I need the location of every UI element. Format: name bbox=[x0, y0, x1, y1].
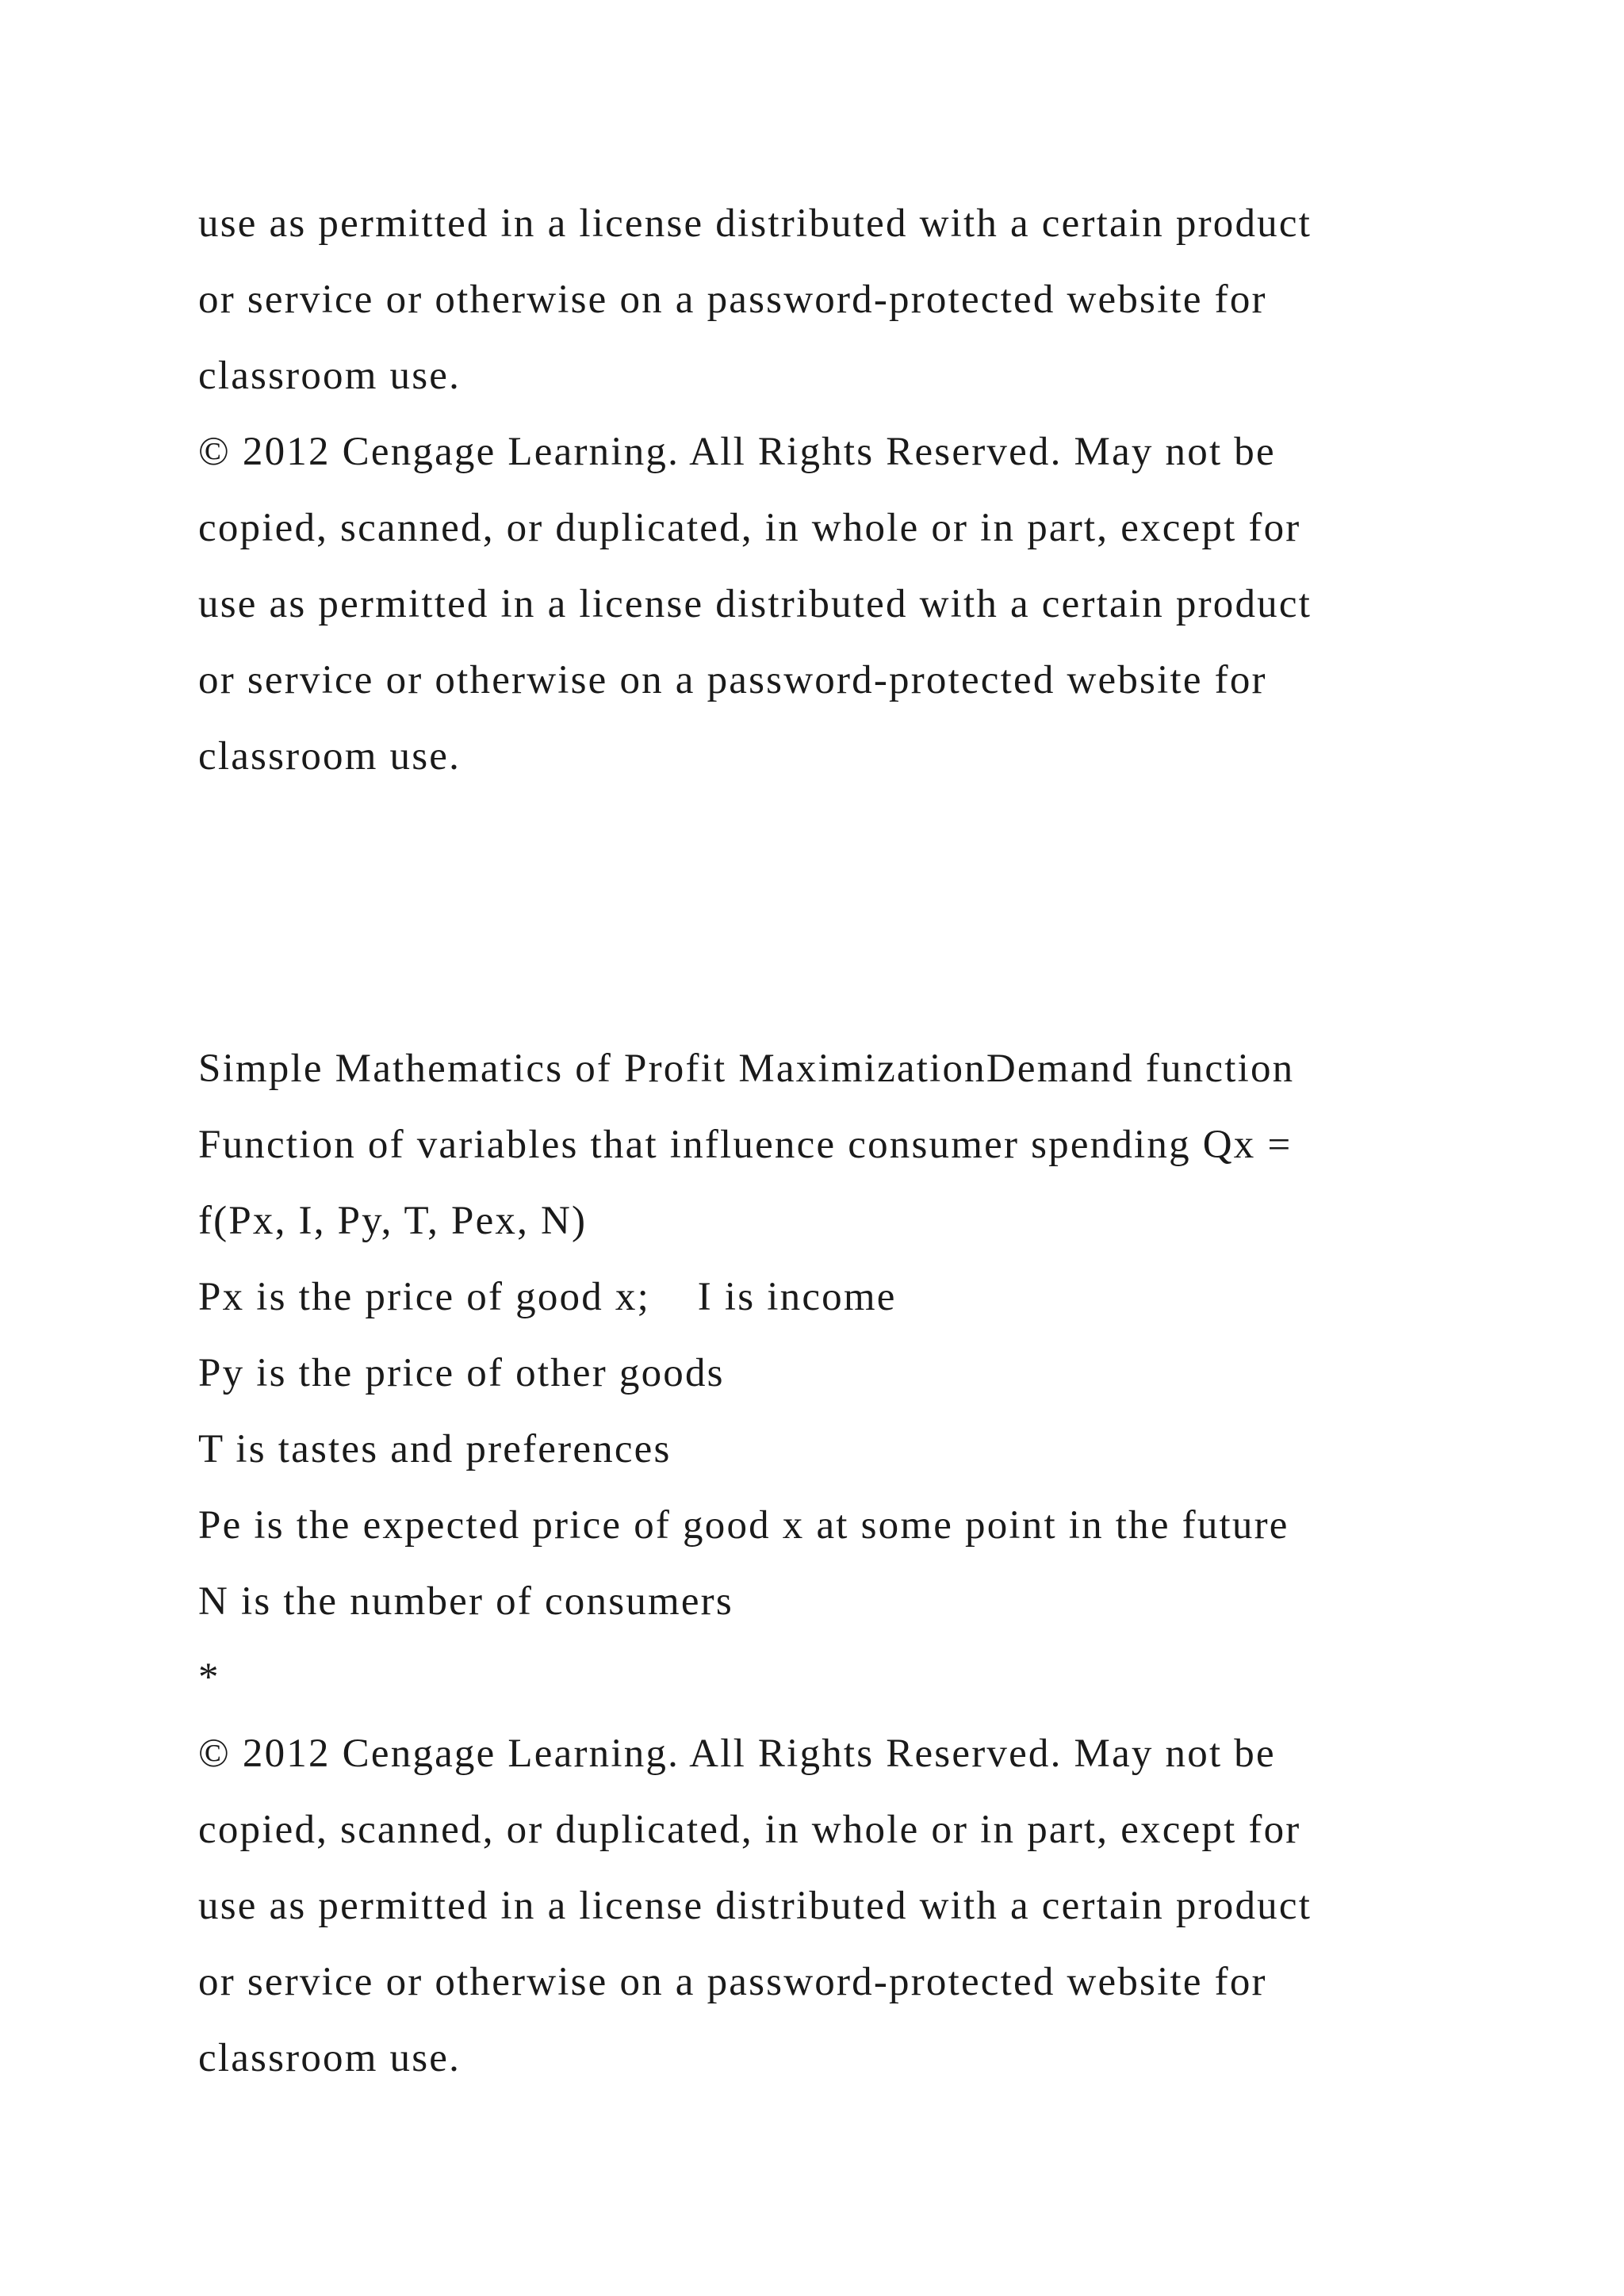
copyright-line: © 2012 Cengage Learning. All Rights Reserved. May not be bbox=[198, 1732, 1276, 1776]
asterisk-marker: * bbox=[198, 1655, 220, 1700]
text-line: use as permitted in a license distributed with a certain product bbox=[198, 201, 1312, 246]
definition-line: Px is the price of good x; I is income bbox=[198, 1275, 897, 1319]
text-line: classroom use. bbox=[198, 734, 462, 779]
text-line: use as permitted in a license distributed with a certain product bbox=[198, 1884, 1312, 1928]
text-line: classroom use. bbox=[198, 354, 462, 398]
text-line: copied, scanned, or duplicated, in whole or in part, except for bbox=[198, 506, 1301, 550]
section-heading: Simple Mathematics of Profit MaximizationDemand function bbox=[198, 1047, 1295, 1091]
demand-function-text-block bbox=[198, 1031, 1546, 2096]
text-line: Function of variables that influence consumer spending Qx = bbox=[198, 1123, 1293, 1167]
formula-line: f(Px, I, Py, T, Pex, N) bbox=[198, 1199, 588, 1243]
copyright-text-block bbox=[198, 186, 1546, 794]
text-line: copied, scanned, or duplicated, in whole or in part, except for bbox=[198, 1808, 1301, 1852]
text-line: or service or otherwise on a password-protected website for bbox=[198, 658, 1267, 702]
text-line: use as permitted in a license distributed with a certain product bbox=[198, 582, 1312, 626]
copyright-line: © 2012 Cengage Learning. All Rights Reserved. May not be bbox=[198, 430, 1276, 474]
text-line: or service or otherwise on a password-protected website for bbox=[198, 277, 1267, 322]
text-line: or service or otherwise on a password-protected website for bbox=[198, 1960, 1267, 2004]
definition-line: N is the number of consumers bbox=[198, 1579, 733, 1624]
definition-line: T is tastes and preferences bbox=[198, 1427, 672, 1471]
text-line: classroom use. bbox=[198, 2036, 462, 2080]
definition-line: Pe is the expected price of good x at some point in the future bbox=[198, 1503, 1289, 1548]
definition-line: Py is the price of other goods bbox=[198, 1351, 725, 1395]
